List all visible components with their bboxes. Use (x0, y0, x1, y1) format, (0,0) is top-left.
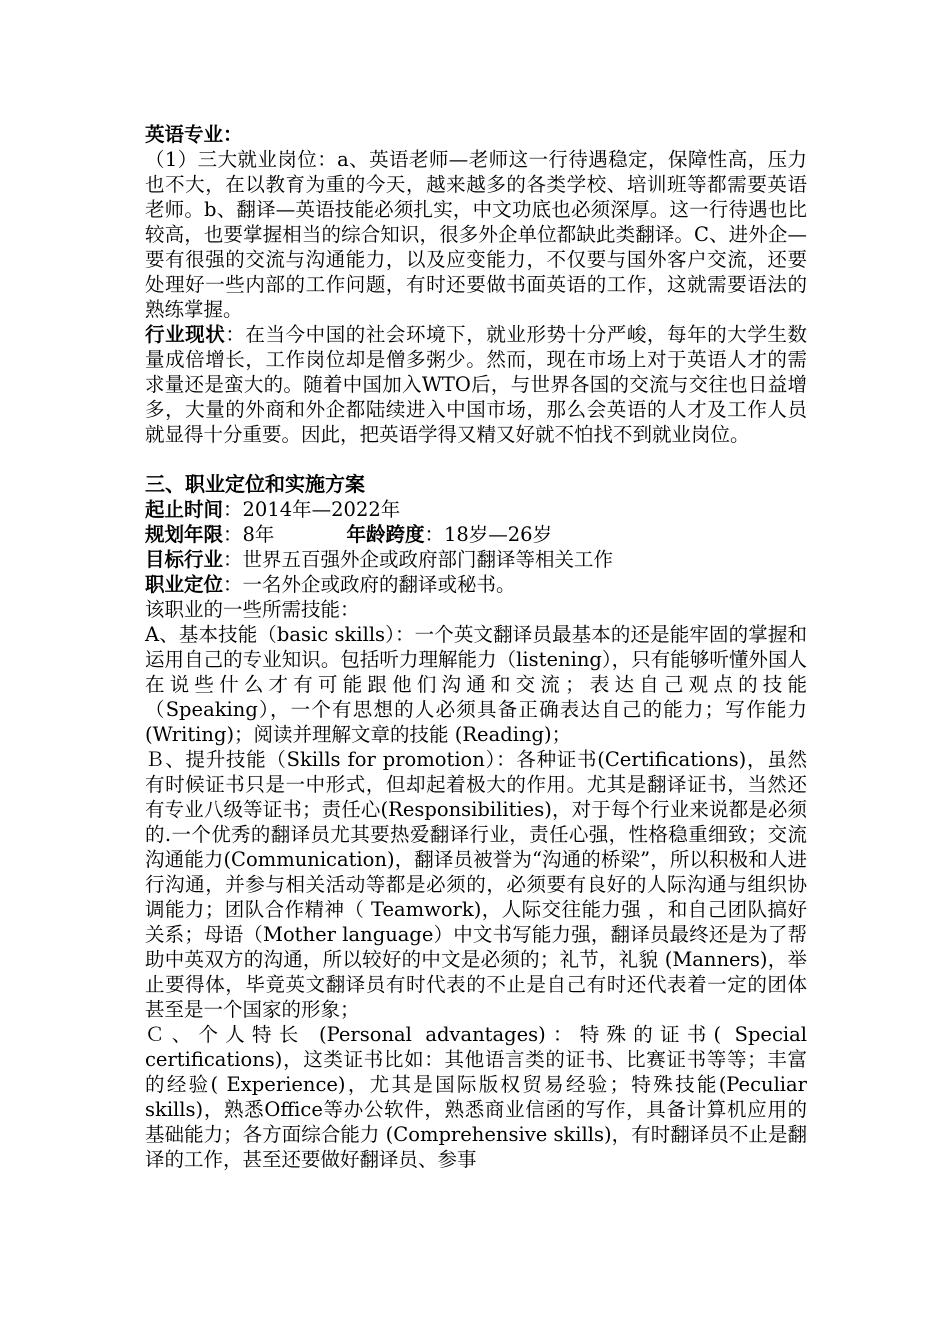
years-age-line (145, 522, 807, 547)
industry-line (145, 547, 807, 572)
status-label: 行业现状 (145, 323, 226, 346)
document-page (145, 122, 807, 1172)
time-value: ：2014年—2022年 (223, 498, 401, 521)
section-heading (145, 472, 807, 497)
position-label: 职业定位 (145, 573, 224, 596)
time-line (145, 497, 807, 522)
spacer (145, 447, 807, 472)
major-title: 英语专业： (145, 123, 243, 146)
position-line (145, 572, 807, 597)
status-text: ：在当今中国的社会环境下，就业形势十分严峻，每年的大学生数量成倍增长，工作岗位却是僧多粥少。然而，现在市场上对于英语人才的需求量还是蛮大的。随着中国加入WTO后，与世界各国的交流与交往也日益增多，大量的外商和外企都陆续进入中国市场，那么会英语的人才及工作人员就显得十分重要。因此，把英语学得又精又好就不怕找不到就业岗位。 (145, 323, 807, 446)
industry-value: ：世界五百强外企或政府部门翻译等相关工作 (223, 548, 614, 571)
years-value: ：8年 (223, 523, 275, 546)
skill-c-paragraph: Ｃ、个人特长 (Personal advantages)：特殊的证书( Special certifications)，这类证书比如：其他语言类的证书、比赛证书等等；丰富的经验( Experience)，尤其是国际版权贸易经验；特殊技能(Peculiar skills)，熟悉Office等办公软件，熟悉商业信函的写作，具备计算机应用的基础能力；各方面综合能力 (Comprehensive skills)，有时翻译员不止是翻译的工作，甚至还要做好翻译员、参事 (145, 1023, 807, 1171)
skills-intro: 该职业的一些所需技能： (145, 598, 360, 621)
heading-text: 三、职业定位和实施方案 (145, 472, 365, 496)
age-label: 年龄跨度 (346, 523, 425, 546)
time-label: 起止时间 (145, 498, 224, 521)
industry-status-paragraph (145, 322, 807, 447)
years-label: 规划年限 (145, 523, 224, 546)
section-title (145, 122, 807, 147)
skill-a-paragraph: A、基本技能（basic skills）：一个英文翻译员最基本的还是能牢固的掌握和运用自己的专业知识。包括听力理解能力（listening），只有能够听懂外国人在说些什么才有可能跟他们沟通和交流；表达自己观点的技能（Speaking），一个有思想的人必须具备正确表达自己的能力；写作能力 (Writing)；阅读并理解文章的技能 (Reading)； (145, 623, 807, 746)
jobs-paragraph: （1）三大就业岗位：a、英语老师—老师这一行待遇稳定，保障性高，压力也不大，在以教育为重的今天，越来越多的各类学校、培训班等都需要英语老师。b、翻译—英语技能必须扎实，中文功底也必须深厚。这一行待遇也比较高，也要掌握相当的综合知识，很多外企单位都缺此类翻译。C、进外企—要有很强的交流与沟通能力，以及应变能力，不仅要与国外客户交流，还要处理好一些内部的工作问题，有时还要做书面英语的工作，这就需要语法的熟练掌握。 (145, 148, 807, 321)
position-value: ：一名外企或政府的翻译或秘书。 (223, 573, 516, 596)
industry-label: 目标行业 (145, 548, 224, 571)
skill-b-paragraph: Ｂ、提升技能（Skills for promotion）：各种证书(Certifications)，虽然有时候证书只是一中形式，但却起着极大的作用。尤其是翻译证书，当然还有专业八级等证书；责任心(Responsibilities)，对于每个行业来说都是必须的.一个优秀的翻译员尤其要热爱翻译行业，责任心强，性格稳重细致；交流沟通能力(Communication)，翻译员被誉为“沟通的桥梁”，所以积极和人进行沟通，并参与相关活动等都是必须的，必须要有良好的人际沟通与组织协调能力；团队合作精神（ Teamwork)，人际交往能力强 ，和自己团队搞好关系；母语（Mother language）中文书写能力强，翻译员最终还是为了帮助中英双方的沟通，所以较好的中文是必须的；礼节，礼貌 (Manners)，举止要得体，毕竟英文翻译员有时代表的不止是自己有时还代表着一定的团体甚至是一个国家的形象； (145, 748, 807, 1021)
age-value: ：18岁—26岁 (424, 523, 553, 546)
